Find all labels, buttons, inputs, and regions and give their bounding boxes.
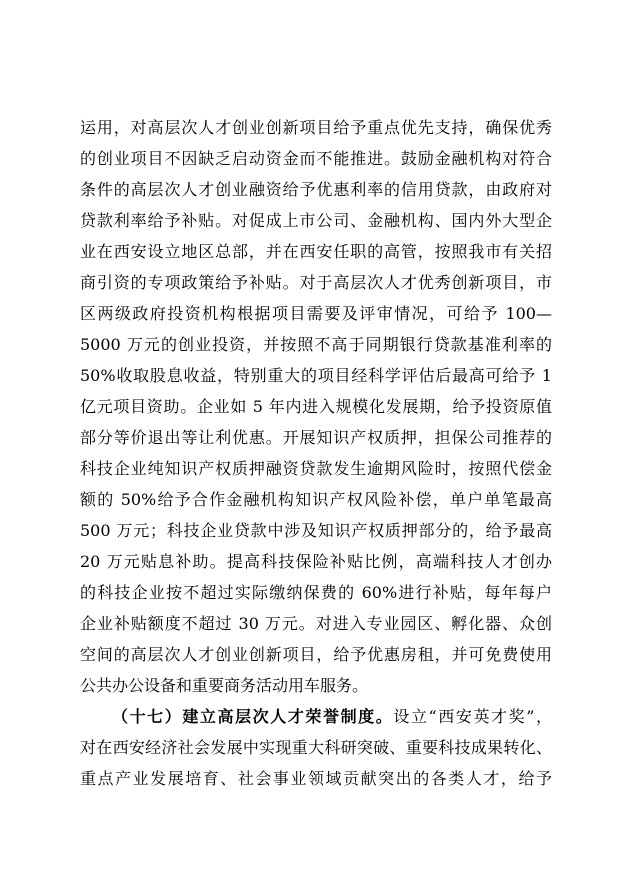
text-line: 企业补贴额度不超过 30 万元。对进入专业园区、孵化器、众创 xyxy=(80,614,552,633)
text-line: 5000 万元的创业投资，并按照不高于同期银行贷款基准利率的 xyxy=(80,335,552,354)
text-line: 空间的高层次人才创业创新项目，给予优惠房租，并可免费使用 xyxy=(80,645,552,664)
text-line: 条件的高层次人才创业融资给予优惠利率的信用贷款，由政府对 xyxy=(80,180,552,199)
text-line: 运用，对高层次人才创业创新项目给予重点优先支持，确保优秀 xyxy=(80,118,552,137)
text-line: 公共办公设备和重要商务活动用车服务。 xyxy=(80,676,369,695)
text-line: 500 万元；科技企业贷款中涉及知识产权质押部分的，给予最高 xyxy=(80,521,552,540)
text-line: 商引资的专项政策给予补贴。对于高层次人才优秀创新项目，市 xyxy=(80,273,552,292)
section-heading: （十七）建立高层次人才荣誉制度。 xyxy=(112,707,394,726)
text-line: 重点产业发展培育、社会事业领域贡献突出的各类人才，给予 xyxy=(80,769,552,788)
text-line: 的创业项目不因缺乏启动资金而不能推进。鼓励金融机构对符合 xyxy=(80,149,552,168)
text-fragment: 设立“西安英才奖”， xyxy=(393,707,552,726)
text-line: 的科技企业按不超过实际缴纳保费的 60%进行补贴，每年每户 xyxy=(80,583,552,602)
text-line: 贷款利率给予补贴。对促成上市公司、金融机构、国内外大型企 xyxy=(80,211,552,230)
text-line: 业在西安设立地区总部，并在西安任职的高管，按照我市有关招 xyxy=(80,242,552,261)
text-line: 区两级政府投资机构根据项目需要及评审情况，可给予 100— xyxy=(80,304,552,323)
text-line: 科技企业纯知识产权质押融资贷款发生逾期风险时，按照代偿金 xyxy=(80,459,552,478)
text-line: 额的 50%给予合作金融机构知识产权风险补偿，单户单笔最高 xyxy=(80,490,552,509)
section-heading-line xyxy=(80,701,552,732)
text-line: 20 万元贴息补助。提高科技保险补贴比例，高端科技人才创办 xyxy=(80,552,552,571)
text-line: 50%收取股息收益，特别重大的项目经科学评估后最高可给予 1 xyxy=(80,366,552,385)
body-text xyxy=(80,112,552,794)
text-line: 对在西安经济社会发展中实现重大科研突破、重要科技成果转化、 xyxy=(80,738,552,757)
text-line: 亿元项目资助。企业如 5 年内进入规模化发展期，给予投资原值 xyxy=(80,397,552,416)
text-line: 部分等价退出等让利优惠。开展知识产权质押，担保公司推荐的 xyxy=(80,428,552,447)
